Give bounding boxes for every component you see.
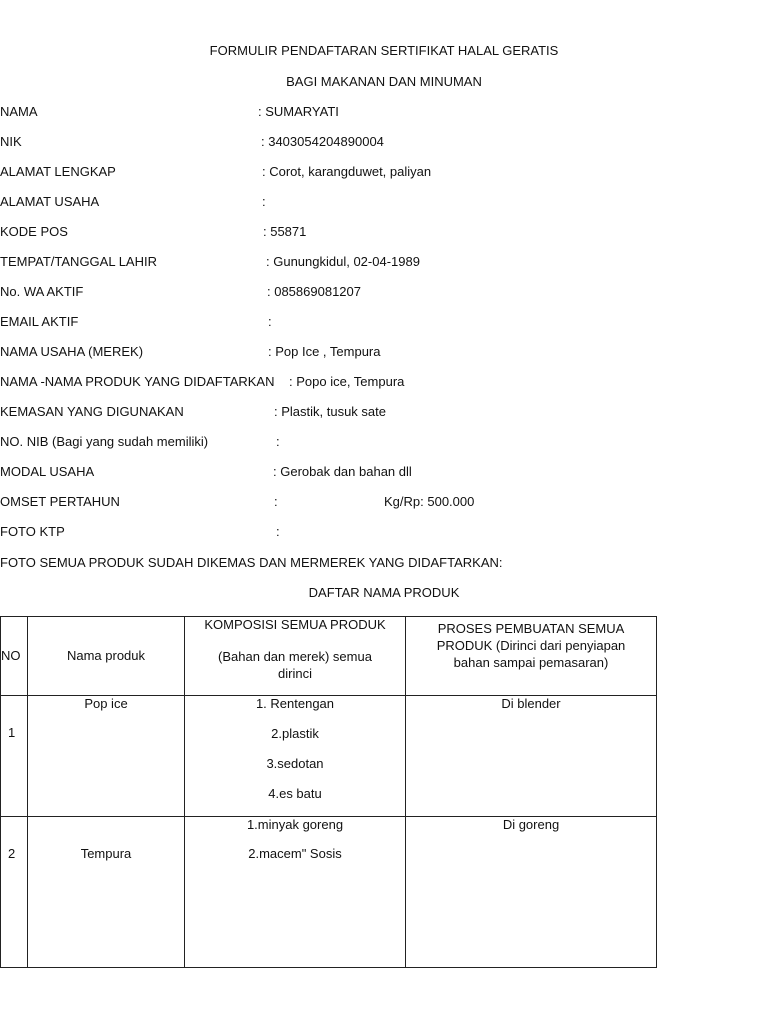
row-product-name: Pop ice: [84, 696, 128, 711]
field-value: : 55871: [263, 224, 307, 239]
table-row: [1, 696, 657, 817]
field-value: : Gunungkidul, 02-04-1989: [266, 254, 420, 269]
field-label: NAMA USAHA (MEREK): [0, 344, 144, 359]
table-header-row: [1, 617, 657, 696]
field-label: TEMPAT/TANGGAL LAHIR: [0, 254, 157, 269]
header-cell-name: [28, 617, 185, 696]
field-value: :: [268, 314, 272, 329]
field-value: : SUMARYATI: [258, 104, 339, 119]
field-value: :: [262, 194, 266, 209]
header-cell-proses: [406, 617, 657, 696]
row-no-cell: [1, 696, 28, 817]
document-subtitle: BAGI MAKANAN DAN MINUMAN: [286, 74, 482, 89]
table-caption: DAFTAR NAMA PRODUK: [308, 585, 460, 600]
header-cell-komposisi: [185, 617, 406, 696]
row-name-cell: [28, 696, 185, 817]
field-extra-value: Kg/Rp: 500.000: [384, 494, 475, 509]
row-proses: Di goreng: [502, 817, 560, 832]
row-proses-cell: [406, 696, 657, 817]
row-product-name: Tempura: [80, 846, 132, 861]
field-label: MODAL USAHA: [0, 464, 95, 479]
header-no-text: NO: [1, 648, 21, 663]
field-label: ALAMAT USAHA: [0, 194, 100, 209]
row-komposisi-cell: [185, 696, 406, 817]
field-label: EMAIL AKTIF: [0, 314, 79, 329]
field-label: NIK: [0, 134, 22, 149]
field-value: : Pop Ice , Tempura: [268, 344, 381, 359]
field-value: : Plastik, tusuk sate: [274, 404, 386, 419]
row-no-cell: [1, 817, 28, 968]
komposisi-item: 3.sedotan: [266, 756, 324, 771]
field-value: : 085869081207: [267, 284, 361, 299]
header-name-text: Nama produk: [66, 648, 146, 663]
field-value: :: [276, 524, 280, 539]
field-label: FOTO KTP: [0, 524, 65, 539]
field-label: NO. NIB (Bagi yang sudah memiliki): [0, 434, 209, 449]
table-row: [1, 817, 657, 968]
field-value: : Popo ice, Tempura: [289, 374, 405, 389]
field-label: No. WA AKTIF: [0, 284, 84, 299]
komposisi-item: 2.macem" Sosis: [248, 846, 342, 861]
product-table: [0, 616, 657, 968]
row-no: 2: [8, 846, 16, 861]
field-label: ALAMAT LENGKAP: [0, 164, 116, 179]
field-value: : Corot, karangduwet, paliyan: [262, 164, 432, 179]
header-cell-no: [1, 617, 28, 696]
field-label: KEMASAN YANG DIGUNAKAN: [0, 404, 184, 419]
row-proses: Di blender: [501, 696, 561, 711]
document-title: FORMULIR PENDAFTARAN SERTIFIKAT HALAL GERATIS: [209, 43, 559, 58]
field-label: NAMA -NAMA PRODUK YANG DIDAFTARKAN: [0, 374, 275, 389]
field-value: :: [274, 494, 278, 509]
komposisi-item: 4.es batu: [268, 786, 322, 801]
row-no: 1: [8, 725, 16, 740]
field-value: : 3403054204890004: [261, 134, 384, 149]
row-name-cell: [28, 817, 185, 968]
photo-note: FOTO SEMUA PRODUK SUDAH DIKEMAS DAN MERMEREK YANG DIDAFTARKAN:: [0, 555, 503, 570]
header-komposisi-title: KOMPOSISI SEMUA PRODUK: [204, 617, 386, 632]
komposisi-item: 2.plastik: [271, 726, 319, 741]
field-label: OMSET PERTAHUN: [0, 494, 120, 509]
header-proses-text: PROSES PEMBUATAN SEMUA PRODUK (Dirinci dari penyiapan bahan sampai pemasaran): [436, 621, 626, 670]
komposisi-item: 1. Rentengan: [255, 696, 335, 711]
field-value: :: [276, 434, 280, 449]
row-komposisi-cell: [185, 817, 406, 968]
field-label: NAMA: [0, 104, 38, 119]
row-proses-cell: [406, 817, 657, 968]
field-value: : Gerobak dan bahan dll: [273, 464, 412, 479]
komposisi-item: 1.minyak goreng: [246, 817, 344, 832]
field-label: KODE POS: [0, 224, 68, 239]
header-komposisi-subtitle: (Bahan dan merek) semua dirinci: [218, 649, 372, 681]
